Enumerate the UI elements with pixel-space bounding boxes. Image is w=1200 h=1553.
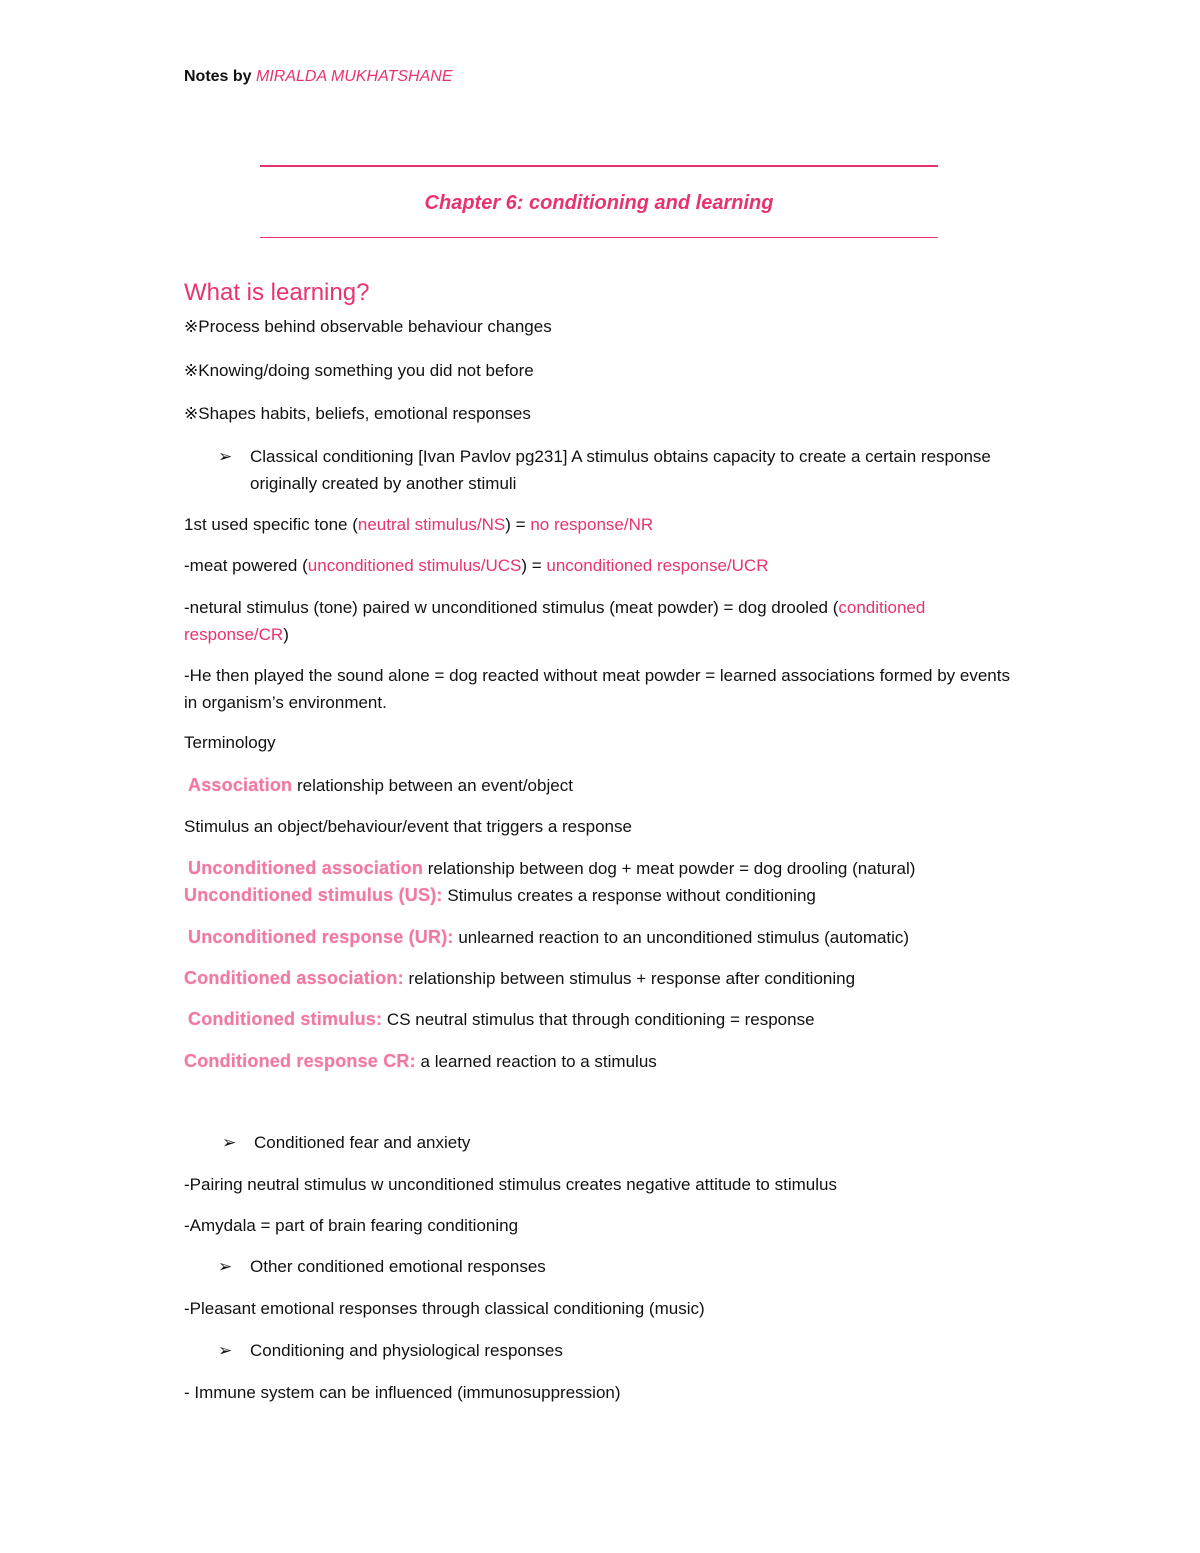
term-row	[184, 1050, 657, 1073]
terminology-label: Terminology	[184, 733, 276, 752]
term-def: a learned reaction to a stimulus	[415, 1052, 657, 1071]
term-def: unlearned reaction to an unconditioned stimulus (automatic)	[453, 928, 910, 947]
neutral-stimulus-term: neutral stimulus/NS	[357, 515, 506, 534]
ucs-term: unconditioned stimulus/UCS	[307, 556, 522, 575]
term-row	[184, 884, 816, 907]
term-name: Association	[188, 775, 293, 795]
pavlov-line-2: -meat powered (unconditioned stimulus/UCS) = unconditioned response/UCR	[184, 556, 769, 575]
ucr-term: unconditioned response/UCR	[546, 556, 769, 575]
header-author: MIRALDA MUKHATSHANE	[256, 68, 453, 85]
fear-heading: ➢ Conditioned fear and anxiety	[222, 1133, 471, 1152]
title-rule-top	[260, 165, 938, 167]
term-name: Conditioned response CR:	[184, 1051, 416, 1071]
page-header	[184, 66, 452, 88]
header-prefix: Notes by	[184, 68, 257, 85]
fear-line-2: -Amydala = part of brain fearing conditioning	[184, 1216, 519, 1235]
star-item: ※Process behind observable behaviour changes	[184, 317, 552, 336]
physio-heading: ➢ Conditioning and physiological responses	[218, 1341, 563, 1360]
section-heading: What is learning?	[184, 279, 370, 306]
cr-term: conditioned response/CR	[184, 598, 926, 644]
physio-line-1: - Immune system can be influenced (immunosuppression)	[184, 1383, 621, 1402]
term-def: relationship between stimulus + response after conditioning	[403, 969, 856, 988]
term-row	[188, 926, 909, 949]
arrow-bullet-icon: ➢	[218, 447, 233, 466]
emotional-heading: ➢ Other conditioned emotional responses	[218, 1257, 546, 1276]
term-row	[188, 857, 915, 880]
fear-line-1: -Pairing neutral stimulus w unconditioned stimulus creates negative attitude to stimulus	[184, 1175, 837, 1194]
term-name: Unconditioned stimulus (US):	[184, 885, 443, 905]
term-row	[188, 774, 573, 797]
term-row	[184, 967, 855, 990]
emotional-line-1: -Pleasant emotional responses through classical conditioning (music)	[184, 1299, 705, 1318]
term-name: Unconditioned response (UR):	[188, 927, 454, 947]
term-def: relationship between dog + meat powder = dog drooling (natural)	[423, 859, 916, 878]
classical-conditioning-text: Classical conditioning [Ivan Pavlov pg231] A stimulus obtains capacity to create a certain response originally created by another stimuli	[250, 447, 991, 493]
chapter-title: Chapter 6: conditioning and learning	[424, 192, 774, 214]
term-def: Stimulus creates a response without conditioning	[442, 886, 816, 905]
arrow-bullet-icon: ➢	[218, 1341, 233, 1360]
no-response-term: no response/NR	[530, 515, 654, 534]
term-def: relationship between an event/object	[292, 776, 573, 795]
term-row	[184, 816, 632, 838]
arrow-bullet-icon: ➢	[218, 1257, 233, 1276]
pavlov-line-1: 1st used specific tone (neutral stimulus/NS) = no response/NR	[184, 515, 654, 534]
term-def: CS neutral stimulus that through conditioning = response	[382, 1010, 815, 1029]
term-def: Stimulus an object/behaviour/event that triggers a response	[184, 817, 632, 836]
title-rule-bottom	[260, 237, 938, 238]
arrow-bullet-icon: ➢	[222, 1133, 237, 1152]
term-row	[188, 1008, 815, 1031]
term-name: Conditioned stimulus:	[188, 1009, 383, 1029]
pavlov-line-3: -netural stimulus (tone) paired w unconditioned stimulus (meat powder) = dog drooled (conditioned response/CR)	[184, 598, 926, 644]
star-item: ※Knowing/doing something you did not before	[184, 361, 534, 380]
pavlov-line-4: -He then played the sound alone = dog reacted without meat powder = learned associations formed by events in organism’s environment.	[184, 666, 1010, 712]
term-name: Conditioned association:	[184, 968, 404, 988]
star-item: ※Shapes habits, beliefs, emotional responses	[184, 404, 531, 423]
term-name: Unconditioned association	[188, 858, 424, 878]
